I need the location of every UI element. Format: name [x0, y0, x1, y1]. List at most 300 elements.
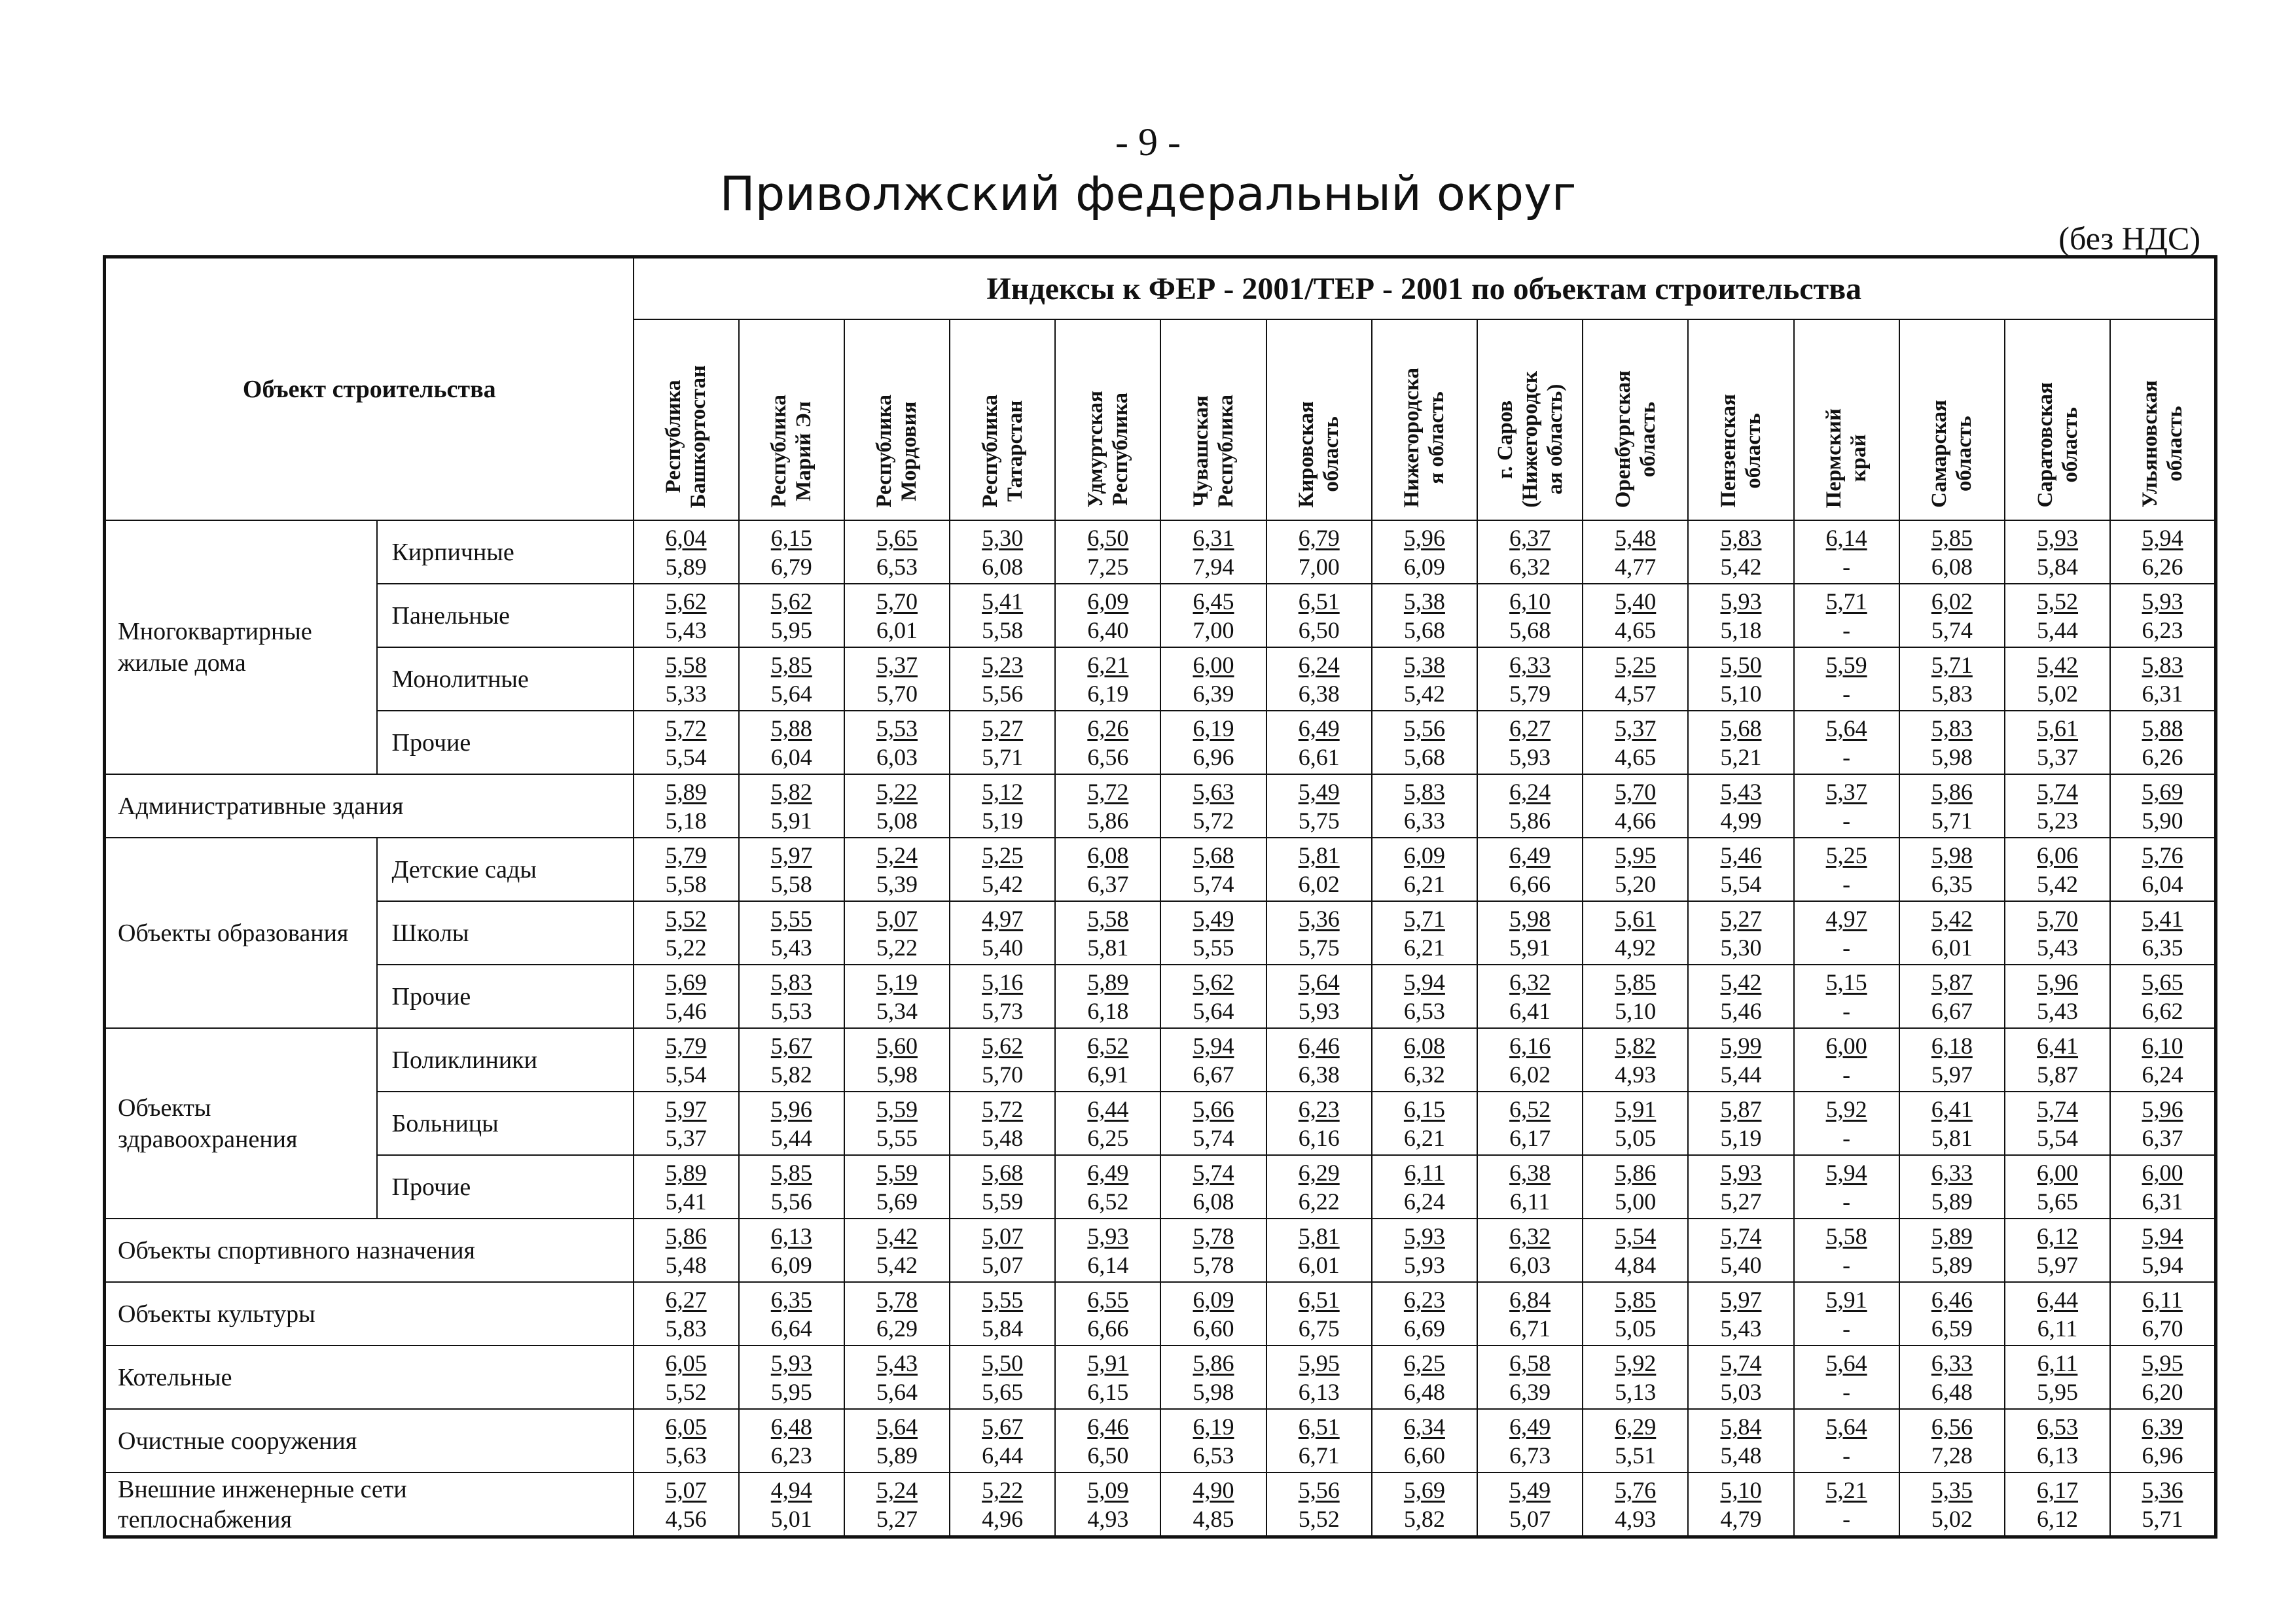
fer-index-value: 6,11 [1404, 1159, 1445, 1186]
ter-index-value: 5,48 [665, 1251, 707, 1278]
ter-index-value: 5,00 [1615, 1188, 1657, 1215]
ter-index-value: 4,79 [1720, 1505, 1762, 1532]
fer-index-value: 5,61 [2037, 715, 2079, 741]
ter-index-value: 6,14 [1087, 1251, 1129, 1278]
fer-index-value: 6,25 [1403, 1349, 1445, 1376]
fer-index-value: 5,91 [1615, 1096, 1657, 1122]
ter-index-value: 5,20 [1615, 870, 1657, 897]
ter-index-value: 4,77 [1615, 553, 1657, 580]
index-cell [739, 1472, 844, 1537]
ter-index-value: 6,67 [1193, 1061, 1234, 1088]
fer-index-value: 5,85 [1615, 1286, 1657, 1313]
fer-index-value: 5,94 [1193, 1032, 1234, 1059]
ter-index-value: 6,37 [2142, 1124, 2183, 1151]
fer-index-value: 5,88 [2142, 715, 2183, 741]
index-cell [634, 838, 739, 901]
ter-index-value: 5,33 [665, 680, 707, 707]
region-header-line: Пермский [1822, 408, 1846, 508]
index-cell [950, 1472, 1055, 1537]
fer-index-value: 6,27 [1509, 715, 1551, 741]
fer-index-value: 5,15 [1825, 969, 1867, 995]
fer-index-value: 6,48 [770, 1413, 812, 1440]
ter-index-value: 5,81 [1931, 1124, 1973, 1151]
table-row [105, 647, 2216, 711]
index-cell [1372, 774, 1477, 838]
ter-index-value: 6,31 [2142, 1188, 2183, 1215]
ter-index-value: 6,62 [2142, 997, 2183, 1024]
table-row [105, 1409, 2216, 1472]
ter-index-value: 6,96 [1193, 743, 1234, 770]
fer-index-value: 5,81 [1298, 842, 1340, 868]
fer-index-value: 4,97 [1825, 905, 1867, 932]
fer-index-value: 5,96 [2037, 969, 2079, 995]
index-cell [1477, 711, 1583, 774]
index-cell [1794, 584, 1899, 647]
index-cell [1477, 838, 1583, 901]
fer-index-value: 5,38 [1403, 588, 1445, 615]
fer-index-value: 6,49 [1509, 842, 1551, 868]
ter-index-value: 5,63 [665, 1442, 707, 1469]
ter-index-value: 6,53 [1193, 1442, 1234, 1469]
ter-index-value: 6,35 [1931, 870, 1973, 897]
fer-index-value: 5,63 [1193, 778, 1234, 805]
index-cell [634, 965, 739, 1028]
ter-index-value: 5,56 [770, 1188, 812, 1215]
ter-index-value: 5,73 [982, 997, 1024, 1024]
index-cell [1583, 1409, 1688, 1472]
fer-index-value: 5,87 [1720, 1096, 1762, 1122]
ter-index-value: 4,65 [1615, 616, 1657, 643]
index-cell [1899, 774, 2005, 838]
ter-index-value: 6,71 [1509, 1315, 1551, 1342]
index-cell [1583, 711, 1688, 774]
index-cell [950, 1155, 1055, 1219]
region-header [950, 319, 1055, 520]
ter-index-value: 5,39 [876, 870, 918, 897]
ter-index-value: 5,72 [1193, 807, 1234, 834]
index-cell [1899, 1028, 2005, 1092]
region-header-line: ая область) [1543, 384, 1567, 495]
ter-index-value: 5,69 [876, 1188, 918, 1215]
index-cell [1477, 584, 1583, 647]
index-cell [634, 1409, 739, 1472]
index-cell [1055, 520, 1160, 584]
ter-index-value: 5,58 [665, 870, 707, 897]
index-cell [1477, 1219, 1583, 1282]
fer-index-value: 5,83 [2142, 651, 2183, 678]
fer-index-value: 6,84 [1509, 1286, 1551, 1313]
region-header [1794, 319, 1899, 520]
ter-index-value: 5,97 [1931, 1061, 1973, 1088]
index-cell [2005, 838, 2110, 901]
fer-index-value: 5,25 [1825, 842, 1867, 868]
ter-index-value: 6,18 [1087, 997, 1129, 1024]
ter-index-value: 6,13 [2037, 1442, 2079, 1469]
fer-index-value: 5,07 [665, 1476, 707, 1503]
ter-index-value: 5,43 [2037, 997, 2079, 1024]
index-cell [1055, 1346, 1160, 1409]
index-cell [2110, 1155, 2215, 1219]
ter-index-value: 5,27 [1720, 1188, 1762, 1215]
ter-index-value: 5,55 [1193, 934, 1234, 961]
index-cell [844, 965, 950, 1028]
index-cell [1372, 584, 1477, 647]
fer-index-value: 5,67 [982, 1413, 1024, 1440]
object-subtype-label: Поликлиники [377, 1028, 634, 1092]
ter-index-value: 5,54 [1720, 870, 1762, 897]
ter-index-value: 5,68 [1403, 743, 1445, 770]
region-header [1372, 319, 1477, 520]
index-cell [1477, 774, 1583, 838]
index-cell [844, 1472, 950, 1537]
fer-index-value: 5,98 [1931, 842, 1973, 868]
fer-index-value: 5,21 [1825, 1476, 1867, 1503]
index-cell [1266, 711, 1372, 774]
ter-index-value: 6,11 [1509, 1188, 1551, 1215]
index-cell [1160, 838, 1266, 901]
fer-index-value: 5,86 [665, 1222, 707, 1249]
ter-index-value: 6,40 [1087, 616, 1129, 643]
object-subtype-label: Прочие [377, 711, 634, 774]
index-cell [2110, 1219, 2215, 1282]
region-header-line: область [1741, 413, 1765, 489]
index-cell [2005, 1219, 2110, 1282]
fer-index-value: 5,69 [665, 969, 707, 995]
ter-index-value: 6,15 [1087, 1378, 1129, 1405]
region-header-line: Мордовия [897, 401, 922, 501]
index-cell [1055, 584, 1160, 647]
fer-index-value: 6,00 [2142, 1159, 2183, 1186]
fer-index-value: 5,94 [1403, 969, 1445, 995]
ter-index-value: 4,84 [1615, 1251, 1657, 1278]
index-cell [1583, 1155, 1688, 1219]
index-cell [1794, 520, 1899, 584]
ter-index-value: 5,89 [876, 1442, 918, 1469]
index-cell [1899, 1282, 2005, 1346]
index-cell [634, 1155, 739, 1219]
index-cell [1688, 1028, 1793, 1092]
ter-index-value: 7,25 [1087, 553, 1129, 580]
index-cell [1372, 965, 1477, 1028]
region-header-line: Нижегородска [1400, 368, 1424, 508]
ter-index-value: - [1842, 680, 1851, 707]
fer-index-value: 5,89 [1931, 1222, 1973, 1249]
fer-index-value: 5,59 [876, 1159, 918, 1186]
construction-index-table [103, 255, 2217, 1539]
fer-index-value: 5,76 [1615, 1476, 1657, 1503]
ter-index-value: 5,44 [770, 1124, 812, 1151]
ter-index-value: 5,81 [1087, 934, 1129, 961]
index-cell [739, 1282, 844, 1346]
index-cell [1160, 1409, 1266, 1472]
index-cell [1160, 584, 1266, 647]
fer-index-value: 5,87 [1931, 969, 1973, 995]
fer-index-value: 5,62 [1193, 969, 1234, 995]
fer-index-value: 6,23 [1298, 1096, 1340, 1122]
ter-index-value: 5,52 [665, 1378, 707, 1405]
index-cell [1266, 1409, 1372, 1472]
ter-index-value: 6,29 [876, 1315, 918, 1342]
ter-index-value: 5,10 [1720, 680, 1762, 707]
index-cell [739, 1028, 844, 1092]
object-subtype-label: Прочие [377, 965, 634, 1028]
index-cell [2110, 1028, 2215, 1092]
region-header-line: Пензенская [1716, 394, 1740, 508]
ter-index-value: 6,08 [982, 553, 1024, 580]
index-cell [1583, 838, 1688, 901]
fer-index-value: 5,91 [1087, 1349, 1129, 1376]
index-cell [2110, 1409, 2215, 1472]
index-cell [1688, 520, 1793, 584]
object-header: Объект строительства [105, 257, 634, 521]
ter-index-value: 5,98 [1931, 743, 1973, 770]
fer-index-value: 5,41 [2142, 905, 2183, 932]
ter-index-value: 5,34 [876, 997, 918, 1024]
index-cell [2005, 711, 2110, 774]
fer-index-value: 5,72 [982, 1096, 1024, 1122]
table-row [105, 1155, 2216, 1219]
fer-index-value: 6,44 [2037, 1286, 2079, 1313]
fer-index-value: 6,24 [1509, 778, 1551, 805]
fer-index-value: 5,30 [982, 524, 1024, 551]
table-row [105, 965, 2216, 1028]
index-cell [1899, 1219, 2005, 1282]
object-subtype-label: Панельные [377, 584, 634, 647]
fer-index-value: 5,94 [1825, 1159, 1867, 1186]
ter-index-value: 6,31 [2142, 680, 2183, 707]
index-cell [1372, 711, 1477, 774]
region-header-line: область [1319, 416, 1344, 493]
index-cell [634, 1346, 739, 1409]
fer-index-value: 5,43 [876, 1349, 918, 1376]
region-header [844, 319, 950, 520]
ter-index-value: 6,09 [1403, 553, 1445, 580]
index-cell [1055, 1219, 1160, 1282]
fer-index-value: 6,21 [1087, 651, 1129, 678]
ter-index-value: 5,74 [1193, 1124, 1234, 1151]
fer-index-value: 5,74 [2037, 1096, 2079, 1122]
index-cell [739, 584, 844, 647]
index-cell [1160, 901, 1266, 965]
index-cell [1583, 1028, 1688, 1092]
region-header [2005, 319, 2110, 520]
fer-index-value: 5,64 [1825, 1349, 1867, 1376]
ter-index-value: 6,19 [1087, 680, 1129, 707]
ter-index-value: 6,60 [1403, 1442, 1445, 1469]
ter-index-value: 5,48 [982, 1124, 1024, 1151]
table-row [105, 1092, 2216, 1155]
region-header-line: (Нижегородск [1518, 371, 1542, 508]
fer-index-value: 6,53 [2037, 1413, 2079, 1440]
index-cell [950, 901, 1055, 965]
fer-index-value: 6,00 [1825, 1032, 1867, 1059]
index-cell [1372, 1028, 1477, 1092]
index-cell [1266, 901, 1372, 965]
ter-index-value: 5,03 [1720, 1378, 1762, 1405]
index-cell [2005, 965, 2110, 1028]
index-cell [1055, 1472, 1160, 1537]
ter-index-value: 6,41 [1509, 997, 1551, 1024]
fer-index-value: 5,22 [982, 1476, 1024, 1503]
region-header-line: Ульяновская [2138, 380, 2162, 508]
ter-index-value: - [1842, 1188, 1851, 1215]
ter-index-value: - [1842, 1061, 1851, 1088]
index-cell [1055, 1409, 1160, 1472]
ter-index-value: - [1842, 934, 1851, 961]
ter-index-value: 5,37 [2037, 743, 2079, 770]
index-cell [844, 1409, 950, 1472]
ter-index-value: 6,39 [1509, 1378, 1551, 1405]
fer-index-value: 6,00 [2037, 1159, 2079, 1186]
fer-index-value: 6,02 [1931, 588, 1973, 615]
ter-index-value: 6,38 [1298, 1061, 1340, 1088]
ter-index-value: - [1842, 1124, 1851, 1151]
ter-index-value: 5,51 [1615, 1442, 1657, 1469]
ter-index-value: 5,75 [1298, 934, 1340, 961]
index-cell [1899, 1346, 2005, 1409]
fer-index-value: 6,06 [2037, 842, 2079, 868]
fer-index-value: 5,24 [876, 1476, 918, 1503]
fer-index-value: 5,61 [1615, 905, 1657, 932]
index-cell [950, 647, 1055, 711]
fer-index-value: 5,42 [1931, 905, 1973, 932]
ter-index-value: 5,54 [665, 1061, 707, 1088]
fer-index-value: 5,92 [1615, 1349, 1657, 1376]
region-header [1899, 319, 2005, 520]
fer-index-value: 5,07 [982, 1222, 1024, 1249]
index-cell [844, 838, 950, 901]
ter-index-value: 5,98 [876, 1061, 918, 1088]
index-cell [2005, 1346, 2110, 1409]
fer-index-value: 5,93 [1720, 1159, 1762, 1186]
fer-index-value: 6,10 [2142, 1032, 2183, 1059]
ter-index-value: 5,18 [1720, 616, 1762, 643]
index-cell [950, 584, 1055, 647]
index-cell [1688, 584, 1793, 647]
index-cell [1372, 1282, 1477, 1346]
fer-index-value: 5,79 [665, 842, 707, 868]
object-label: Очистные сооружения [105, 1409, 634, 1472]
ter-index-value: 6,02 [1509, 1061, 1551, 1088]
ter-index-value: 6,17 [1509, 1124, 1551, 1151]
fer-index-value: 6,11 [2142, 1286, 2183, 1313]
fer-index-value: 5,49 [1509, 1476, 1551, 1503]
ter-index-value: 5,94 [2142, 1251, 2183, 1278]
ter-index-value: 5,89 [1931, 1251, 1973, 1278]
ter-index-value: 5,21 [1720, 743, 1762, 770]
fer-index-value: 5,24 [876, 842, 918, 868]
fer-index-value: 6,16 [1509, 1032, 1551, 1059]
ter-index-value: 6,21 [1403, 934, 1445, 961]
ter-index-value: 5,58 [770, 870, 812, 897]
index-cell [739, 838, 844, 901]
ter-index-value: 5,93 [1298, 997, 1340, 1024]
index-cell [1688, 965, 1793, 1028]
ter-index-value: - [1842, 553, 1851, 580]
index-cell [1266, 774, 1372, 838]
fer-index-value: 6,49 [1509, 1413, 1551, 1440]
table-row [105, 584, 2216, 647]
fer-index-value: 6,51 [1298, 1286, 1340, 1313]
index-cell [844, 1282, 950, 1346]
index-cell [844, 774, 950, 838]
index-cell [1055, 1028, 1160, 1092]
fer-index-value: 5,85 [1931, 524, 1973, 551]
index-cell [2005, 1155, 2110, 1219]
fer-index-value: 5,59 [876, 1096, 918, 1122]
ter-index-value: 6,04 [2142, 870, 2183, 897]
fer-index-value: 5,64 [1298, 969, 1340, 995]
ter-index-value: 6,79 [770, 553, 812, 580]
index-cell [2005, 520, 2110, 584]
region-header-line: Республика [767, 395, 791, 508]
index-cell [1266, 584, 1372, 647]
fer-index-value: 5,64 [876, 1413, 918, 1440]
ter-index-value: 4,93 [1615, 1061, 1657, 1088]
region-header-line: г. Саров [1493, 400, 1517, 479]
fer-index-value: 6,41 [2037, 1032, 2079, 1059]
index-cell [844, 1219, 950, 1282]
region-header-line: Татарстан [1003, 401, 1027, 503]
ter-index-value: 5,93 [1403, 1251, 1445, 1278]
index-cell [1794, 965, 1899, 1028]
index-cell [2110, 965, 2215, 1028]
index-cell [1688, 1282, 1793, 1346]
index-cell [1688, 838, 1793, 901]
object-subtype-label: Больницы [377, 1092, 634, 1155]
index-cell [1055, 711, 1160, 774]
ter-index-value: 6,59 [1931, 1315, 1973, 1342]
fer-index-value: 5,74 [2037, 778, 2079, 805]
fer-index-value: 5,71 [1403, 905, 1445, 932]
fer-index-value: 5,76 [2142, 842, 2183, 868]
fer-index-value: 5,81 [1298, 1222, 1340, 1249]
index-cell [1372, 1472, 1477, 1537]
index-cell [2110, 774, 2215, 838]
fer-index-value: 5,89 [665, 778, 707, 805]
ter-index-value: 6,26 [2142, 553, 2183, 580]
index-cell [1055, 1155, 1160, 1219]
index-cell [1266, 1472, 1372, 1537]
index-cell [1055, 838, 1160, 901]
ter-index-value: 5,70 [982, 1061, 1024, 1088]
ter-index-value: 5,19 [1720, 1124, 1762, 1151]
index-cell [2005, 774, 2110, 838]
index-cell [634, 1282, 739, 1346]
ter-index-value: 5,78 [1193, 1251, 1234, 1278]
fer-index-value: 5,97 [770, 842, 812, 868]
ter-index-value: 6,64 [770, 1315, 812, 1342]
index-cell [1266, 838, 1372, 901]
fer-index-value: 5,89 [1087, 969, 1129, 995]
ter-index-value: 6,38 [1298, 680, 1340, 707]
index-cell [950, 774, 1055, 838]
index-cell [1688, 1472, 1793, 1537]
fer-index-value: 5,56 [1298, 1476, 1340, 1503]
fer-index-value: 5,85 [770, 651, 812, 678]
ter-index-value: 6,75 [1298, 1315, 1340, 1342]
ter-index-value: 6,01 [1298, 1251, 1340, 1278]
region-header-line: Кировская [1295, 401, 1319, 508]
index-cell [2005, 647, 2110, 711]
index-cell [1688, 711, 1793, 774]
index-cell [1899, 1155, 2005, 1219]
fer-index-value: 5,74 [1193, 1159, 1234, 1186]
ter-index-value: 6,25 [1087, 1124, 1129, 1151]
fer-index-value: 6,00 [1193, 651, 1234, 678]
index-cell [2110, 520, 2215, 584]
fer-index-value: 5,74 [1720, 1222, 1762, 1249]
